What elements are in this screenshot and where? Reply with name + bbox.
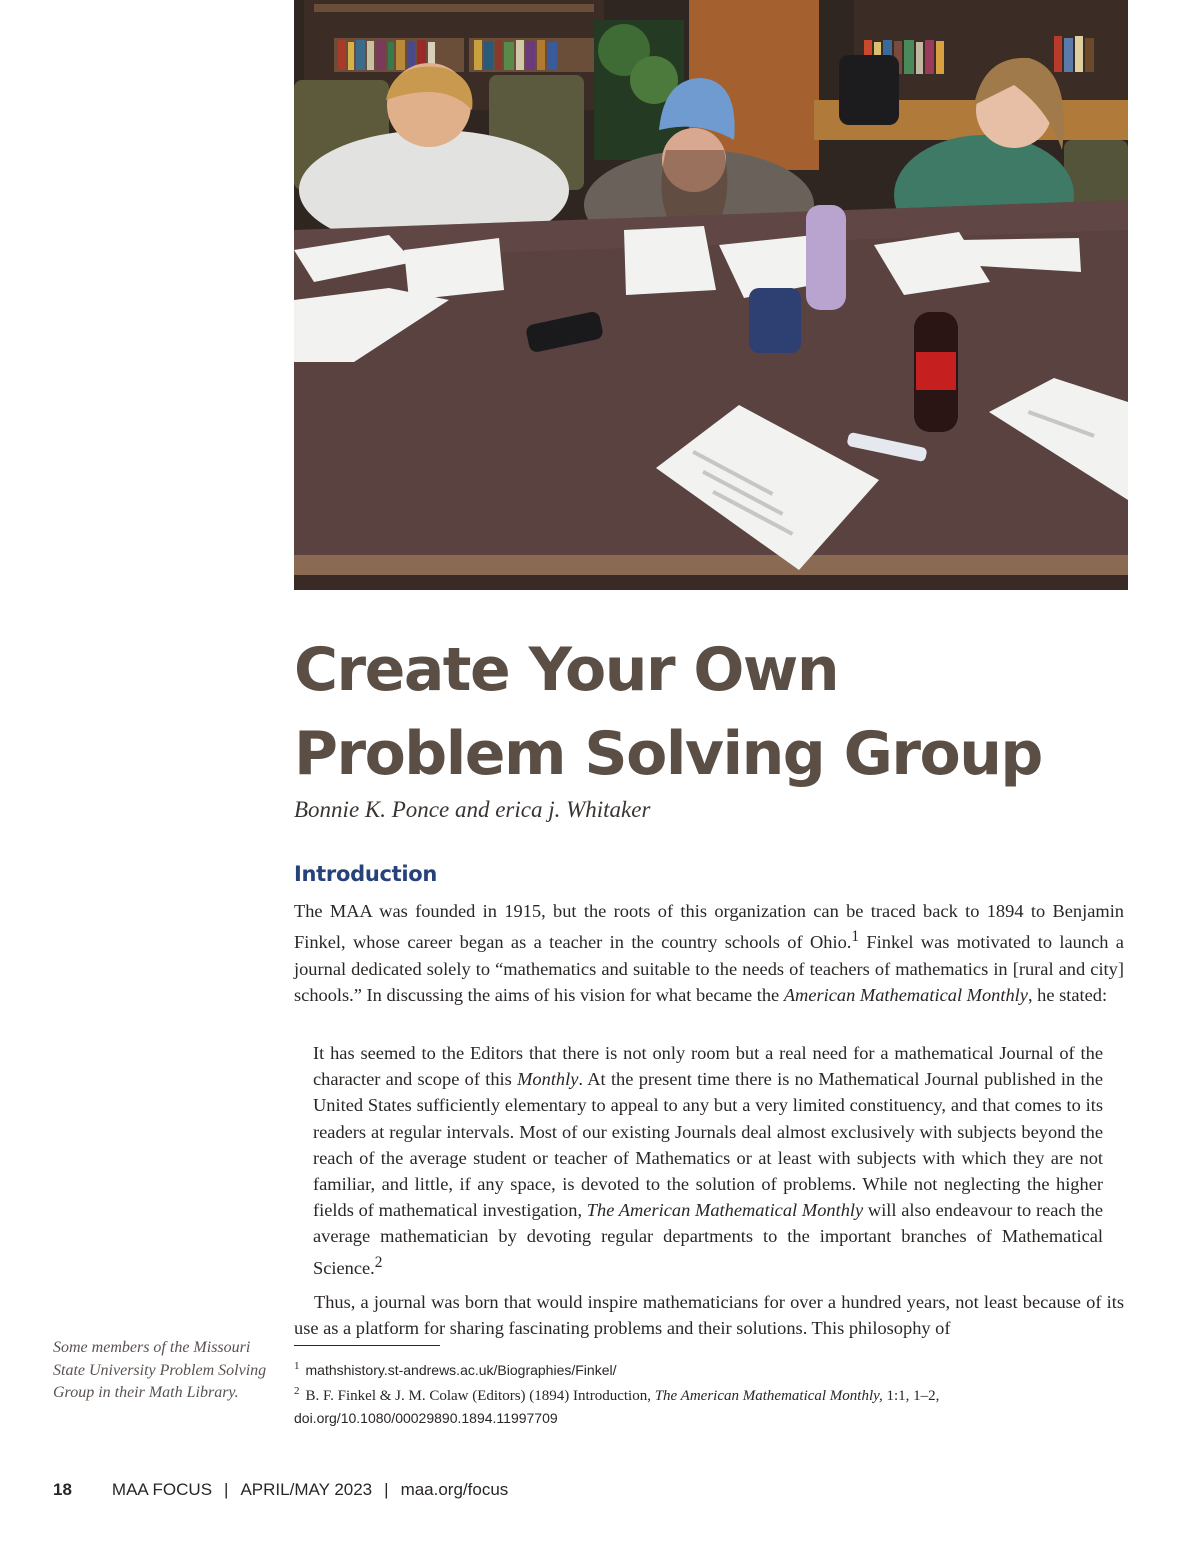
footnote-1	[294, 1355, 1124, 1382]
article-title-line2: Problem Solving Group	[294, 719, 1042, 789]
footer-separator-1: |	[224, 1480, 229, 1499]
footer-url[interactable]: maa.org/focus	[400, 1480, 509, 1499]
page-footer	[53, 1480, 508, 1500]
footnote-2-text-b: 1:1, 1–2,	[882, 1388, 940, 1404]
photo-caption: Some members of the Missouri State University Problem Solving Group in their Math Library.	[53, 1339, 267, 1401]
article-title-line1: Create Your Own	[294, 635, 839, 705]
footnote-1-link[interactable]: mathshistory.st-andrews.ac.uk/Biographies/Finkel/	[305, 1362, 617, 1378]
footnote-2-number: 2	[294, 1385, 300, 1397]
quote-text-a: It has seemed to the Editors that there is not only room but a real need for a mathematical Journal of the character and scope of this	[313, 1043, 1103, 1090]
footnote-1-number: 1	[294, 1360, 300, 1372]
footnote-2	[294, 1380, 1124, 1430]
section-heading-introduction: Introduction	[294, 862, 438, 886]
footnote-2-journal: The American Mathematical Monthly,	[654, 1388, 883, 1404]
intro-text-a: The MAA was founded in 1915, but the roots of this organization can be traced back to 1894 to Benjamin Finkel, whose career began as a teacher in the country schools of Ohio.	[294, 901, 1124, 953]
quote-text-b: . At the present time there is no Mathematical Journal published in the United States sufficiently elementary to appeal to any but a very limited constituency, and that comes to its readers at regular intervals. Most of our existing Journals deal almost exclusively with subjects beyond the reach of the average student or teacher of Mathematics or at least with subjects with which they are not familiar, and little, if any space, is devoted to the solution of problems. While not neglecting the higher fields of mathematical investigation,	[313, 1069, 1103, 1221]
intro-paragraph	[294, 898, 1124, 1008]
quote-monthly: Monthly	[517, 1069, 579, 1090]
photo-students-solving-problems	[294, 0, 1128, 590]
article-title	[294, 628, 1154, 796]
page-number: 18	[53, 1480, 72, 1499]
journal-name: American Mathematical Monthly	[783, 984, 1028, 1005]
footer-separator-2: |	[384, 1480, 389, 1499]
quote-journal-name: The American Mathematical Monthly	[586, 1200, 864, 1221]
footnote-divider	[294, 1345, 440, 1346]
intro-text-c: , he stated:	[1027, 984, 1108, 1005]
intro-text-b: Finkel was motivated to launch a journal dedicated solely to “mathematics and suitable to the needs of teachers of mathematics in [rural and city] schools.” In discussing the aims of his vision for what became the	[294, 932, 1124, 1005]
footnote-2-text-a: B. F. Finkel & J. M. Colaw (Editors) (1894) Introduction,	[305, 1388, 655, 1404]
publication-name: MAA FOCUS	[111, 1480, 213, 1499]
footnote-ref-1: 1	[851, 928, 860, 946]
footnote-2-doi-link[interactable]: doi.org/10.1080/00029890.1894.11997709	[294, 1410, 558, 1426]
closing-paragraph: Thus, a journal was born that would inspire mathematicians for over a hundred years, not least because of its use as a platform for sharing fascinating problems and their solutions. This philosophy of	[294, 1292, 1124, 1339]
article-authors: Bonnie K. Ponce and erica j. Whitaker	[294, 797, 651, 822]
article-photo	[294, 0, 1128, 590]
issue-date: APRIL/MAY 2023	[240, 1480, 373, 1499]
block-quote	[313, 1040, 1103, 1281]
footnote-ref-2: 2	[374, 1253, 383, 1271]
quote-text-c: will also endeavour to reach the average mathematician by devoting regular departments to the important branches of Mathematical Science.	[313, 1200, 1103, 1278]
